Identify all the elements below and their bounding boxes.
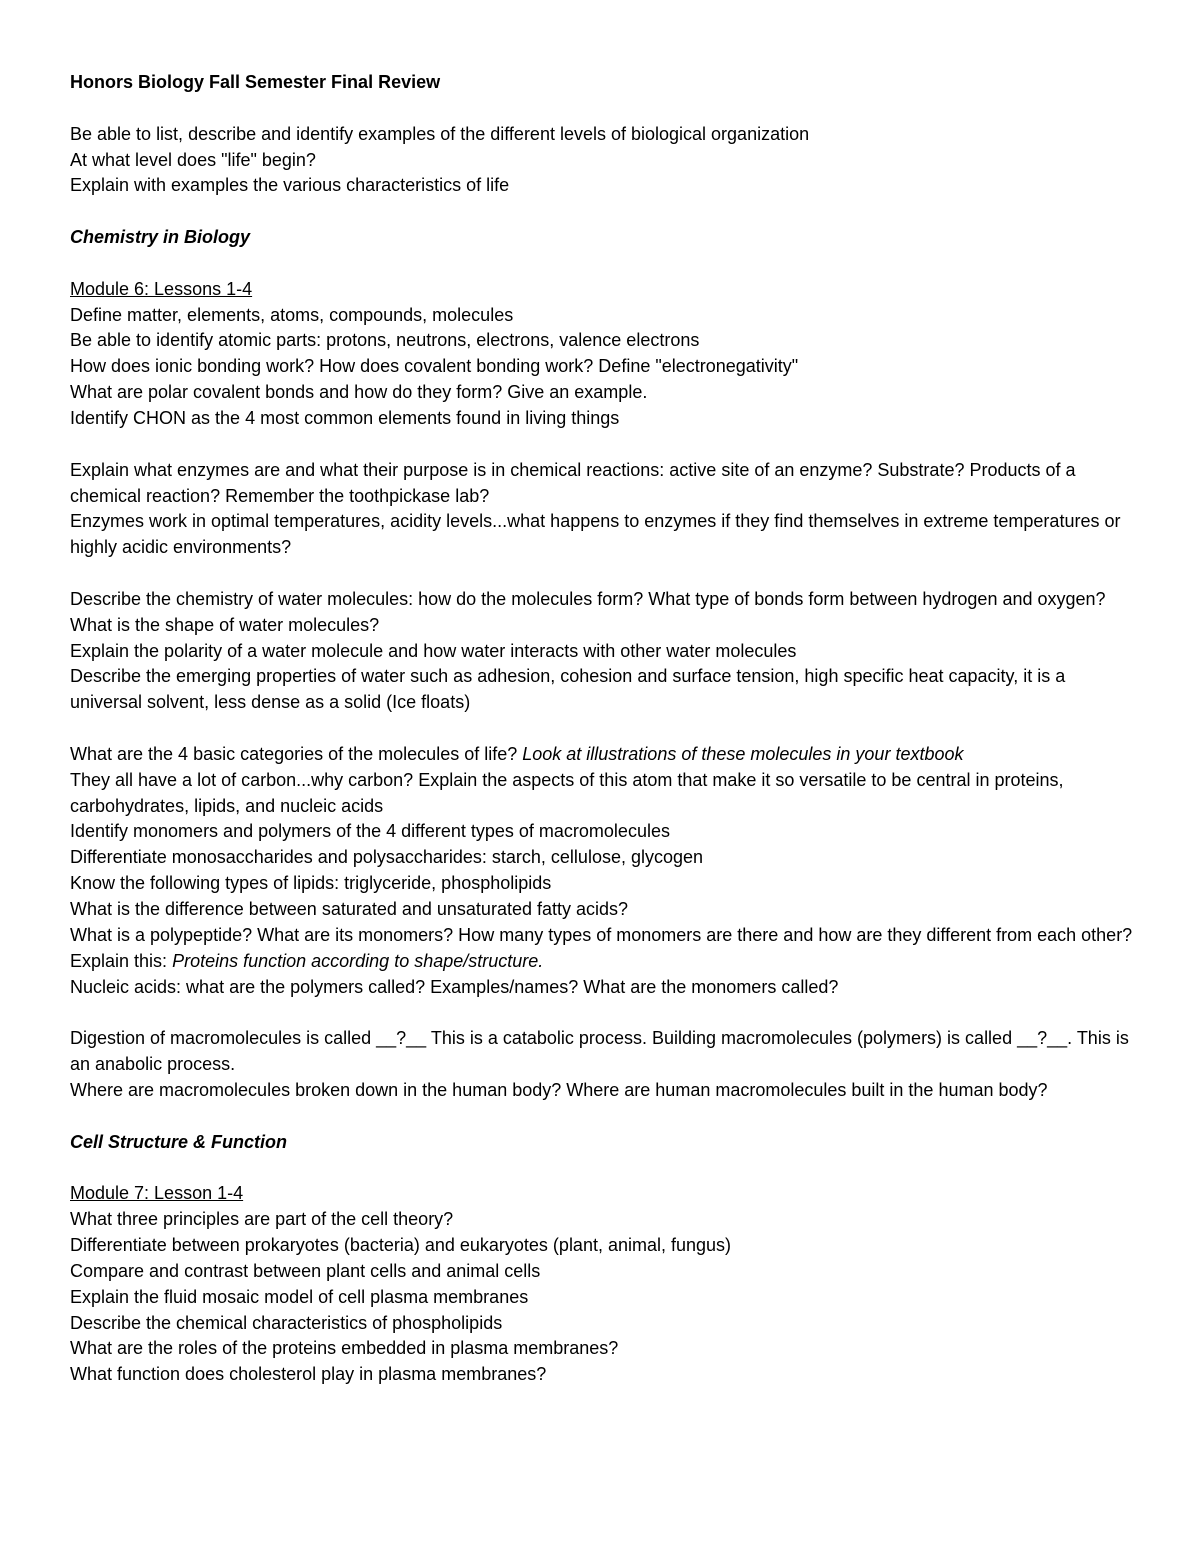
review-item: Identify monomers and polymers of the 4 different types of macromolecules bbox=[70, 821, 670, 842]
module-heading: Module 7: Lesson 1-4 bbox=[70, 1183, 244, 1204]
review-item: What are the roles of the proteins embedded in plasma membranes? bbox=[70, 1338, 619, 1359]
document-body bbox=[70, 70, 1140, 1388]
section-heading-chemistry: Chemistry in Biology bbox=[70, 227, 251, 248]
review-item: Define matter, elements, atoms, compounds, molecules bbox=[70, 304, 514, 325]
review-item-text: What are the 4 basic categories of the molecules of life? bbox=[70, 743, 523, 764]
review-item: Compare and contrast between plant cells and animal cells bbox=[70, 1260, 541, 1281]
spacer bbox=[70, 561, 1140, 587]
review-item: How does ionic bonding work? How does covalent bonding work? Define "electronegativity" bbox=[70, 356, 799, 377]
spacer bbox=[70, 716, 1140, 742]
review-item: Digestion of macromolecules is called __?__ This is a catabolic process. Building macromolecules (polymers) is called __?__. This is an anabolic process. bbox=[70, 1028, 1129, 1075]
review-item: Differentiate between prokaryotes (bacteria) and eukaryotes (plant, animal, fungus) bbox=[70, 1234, 732, 1255]
intro-line: At what level does "life" begin? bbox=[70, 149, 316, 170]
review-item: Enzymes work in optimal temperatures, acidity levels...what happens to enzymes if they find themselves in extreme temperatures or highly acidic environments? bbox=[70, 511, 1121, 558]
review-item: Describe the chemical characteristics of phospholipids bbox=[70, 1312, 503, 1333]
review-item: What function does cholesterol play in plasma membranes? bbox=[70, 1364, 547, 1385]
spacer bbox=[70, 1104, 1140, 1130]
review-item bbox=[70, 742, 1140, 768]
spacer bbox=[70, 251, 1140, 277]
review-item: Explain the polarity of a water molecule and how water interacts with other water molecules bbox=[70, 640, 797, 661]
intro-line: Explain with examples the various characteristics of life bbox=[70, 175, 510, 196]
review-item: What is a polypeptide? What are its monomers? How many types of monomers are there and how are they different from each other? bbox=[70, 924, 1133, 945]
review-item: Explain the fluid mosaic model of cell plasma membranes bbox=[70, 1286, 529, 1307]
review-item bbox=[70, 949, 1140, 975]
spacer bbox=[70, 96, 1140, 122]
review-item-note: Proteins function according to shape/structure. bbox=[172, 950, 544, 971]
review-item: Nucleic acids: what are the polymers called? Examples/names? What are the monomers called? bbox=[70, 976, 839, 997]
review-item: Describe the chemistry of water molecules: how do the molecules form? What type of bonds form between hydrogen and oxygen? What is the shape of water molecules? bbox=[70, 588, 1106, 635]
spacer bbox=[70, 1155, 1140, 1181]
review-item: What is the difference between saturated and unsaturated fatty acids? bbox=[70, 899, 629, 919]
review-item: Where are macromolecules broken down in the human body? Where are human macromolecules built in the human body? bbox=[70, 1079, 1048, 1100]
review-item: Know the following types of lipids: triglyceride, phospholipids bbox=[70, 873, 552, 894]
review-item: Explain what enzymes are and what their purpose is in chemical reactions: active site of an enzyme? Substrate? Products of a chemical reaction? Remember the toothpickase lab? bbox=[70, 459, 1076, 506]
review-item-text: Explain this: bbox=[70, 950, 173, 971]
review-item: Be able to identify atomic parts: protons, neutrons, electrons, valence electrons bbox=[70, 330, 700, 351]
intro-line: Be able to list, describe and identify examples of the different levels of biological organization bbox=[70, 123, 810, 144]
review-item-note: Look at illustrations of these molecules in your textbook bbox=[522, 743, 964, 764]
review-item: What three principles are part of the cell theory? bbox=[70, 1209, 454, 1230]
review-item: Differentiate monosaccharides and polysaccharides: starch, cellulose, glycogen bbox=[70, 847, 704, 868]
module-heading: Module 6: Lessons 1-4 bbox=[70, 278, 253, 299]
section-heading-cell: Cell Structure & Function bbox=[70, 1131, 288, 1152]
review-item: What are polar covalent bonds and how do they form? Give an example. bbox=[70, 382, 648, 403]
spacer bbox=[70, 432, 1140, 458]
review-item: Describe the emerging properties of water such as adhesion, cohesion and surface tension, high specific heat capacity, it is a universal solvent, less dense as a solid (Ice floats) bbox=[70, 666, 1066, 713]
spacer bbox=[70, 1000, 1140, 1026]
review-item: Identify CHON as the 4 most common elements found in living things bbox=[70, 407, 620, 428]
page-title: Honors Biology Fall Semester Final Review bbox=[70, 72, 441, 92]
spacer bbox=[70, 199, 1140, 225]
review-item: They all have a lot of carbon...why carbon? Explain the aspects of this atom that make it so versatile to be central in proteins, carbohydrates, lipids, and nucleic acids bbox=[70, 769, 1064, 816]
